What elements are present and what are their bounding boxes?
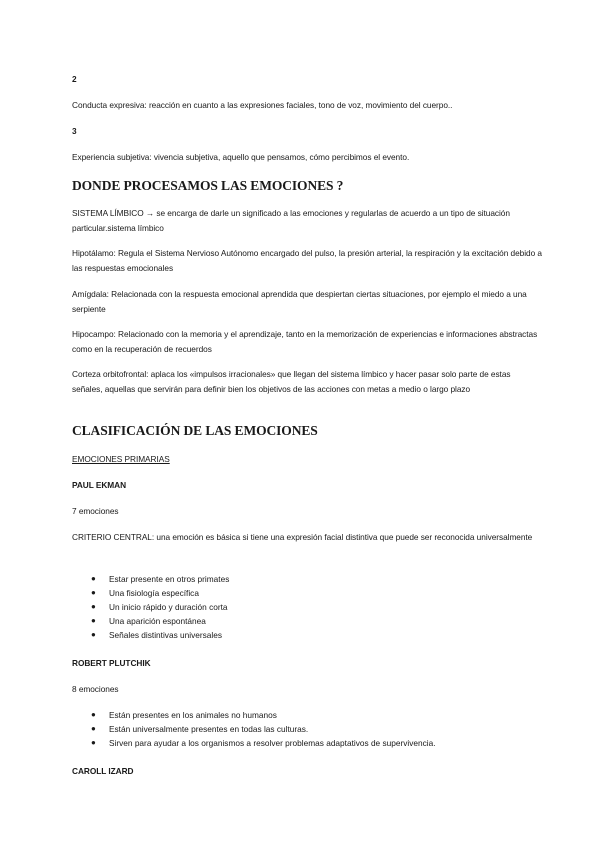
subheading-emociones-primarias: EMOCIONES PRIMARIAS	[72, 454, 170, 464]
paragraph-hipotalamo: Hipotálamo: Regula el Sistema Nervioso Autónomo encargado del pulso, la presión arterial, la respiración y la excitación debido a las respuestas emocionales	[72, 248, 542, 273]
bullet-icon: ●	[91, 602, 96, 611]
list-item: ● Una fisiología específica	[91, 588, 199, 598]
bullet-icon: ●	[91, 616, 96, 625]
bullet-icon: ●	[91, 630, 96, 639]
list-item: ● Una aparición espontánea	[91, 616, 206, 626]
bullet-icon: ●	[91, 724, 96, 733]
plutchik-emotion-count: 8 emociones	[72, 684, 119, 694]
ekman-emotion-count: 7 emociones	[72, 506, 119, 516]
paragraph-conducta-expresiva: Conducta expresiva: reacción en cuanto a las expresiones faciales, tono de voz, movimiento del cuerpo..	[72, 100, 453, 110]
paragraph-amigdala: Amígdala: Relacionada con la respuesta emocional aprendida que despiertan ciertas situaciones, por ejemplo el miedo a una serpiente	[72, 289, 527, 314]
author-paul-ekman: PAUL EKMAN	[72, 480, 127, 490]
paragraph-sistema-limbico: SISTEMA LÍMBICO → se encarga de darle un significado a las emociones y regularlas de acuerdo a un tipo de situación particular.sistema límbico	[72, 208, 510, 233]
plutchik-criteria-list	[72, 708, 436, 750]
heading-donde-procesamos: DONDE PROCESAMOS LAS EMOCIONES ?	[72, 178, 344, 193]
bullet-icon: ●	[91, 738, 96, 747]
paragraph-corteza-orbitofrontal: Corteza orbitofrontal: aplaca los «impulsos irracionales» que llegan del sistema límbico y hacer pasar solo parte de estas señales, aquellas que servirán para definir bien los objetivos de las acciones con metas a medio o largo plazo	[72, 369, 511, 394]
list-item: ● Están presentes en los animales no humanos	[91, 710, 277, 720]
section-number-3: 3	[72, 126, 77, 136]
paragraph-hipocampo: Hipocampo: Relacionado con la memoria y el aprendizaje, tanto en la memorización de experiencias e informaciones abstractas como en la recuperación de recuerdos	[72, 329, 538, 354]
list-item: ● Están universalmente presentes en todas las culturas.	[91, 724, 309, 734]
section-number-2: 2	[72, 74, 77, 84]
list-item: ● Un inicio rápido y duración corta	[91, 602, 228, 612]
paragraph-criterio-central: CRITERIO CENTRAL: una emoción es básica si tiene una expresión facial distintiva que puede ser reconocida universalmente	[72, 532, 533, 542]
bullet-icon: ●	[91, 574, 96, 583]
paragraph-experiencia-subjetiva: Experiencia subjetiva: vivencia subjetiva, aquello que pensamos, cómo percibimos el evento.	[72, 152, 410, 162]
author-robert-plutchik: ROBERT PLUTCHIK	[72, 658, 151, 668]
ekman-criteria-list	[72, 572, 229, 642]
heading-clasificacion: CLASIFICACIÓN DE LAS EMOCIONES	[72, 423, 318, 438]
list-item: ● Estar presente en otros primates	[91, 574, 230, 584]
bullet-icon: ●	[91, 710, 96, 719]
list-item: ● Sirven para ayudar a los organismos a resolver problemas adaptativos de supervivencia.	[91, 738, 436, 748]
list-item: ● Señales distintivas universales	[91, 630, 222, 640]
bullet-icon: ●	[91, 588, 96, 597]
author-caroll-izard: CAROLL IZARD	[72, 766, 134, 776]
